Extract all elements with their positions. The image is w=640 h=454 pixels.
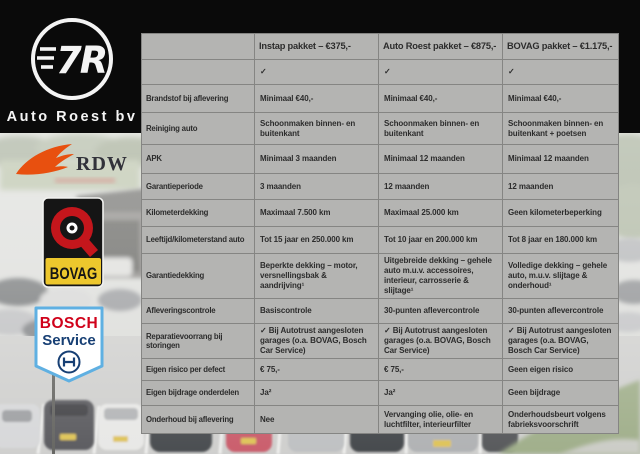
table-row [142,359,619,381]
cell-value: Tot 10 jaar en 200.000 km [379,227,503,254]
cell-value: Ja² [379,381,503,406]
cell-value: Minimaal €40,- [503,85,619,113]
cell-value: ✓ Bij Autotrust aangesloten garages (o.a. BOVAG, Bosch Car Service) [379,324,503,359]
table-row [142,85,619,113]
cell-value: Minimaal 12 maanden [379,145,503,174]
row-label: Afleveringscontrole [142,299,255,324]
table-row [142,381,619,406]
cell-value: 12 maanden [379,174,503,200]
cell-value: 30-punten aflevercontrole [503,299,619,324]
auto-roest-logo [0,16,144,104]
cell-value: Tot 15 jaar en 250.000 km [255,227,379,254]
cell-value: ✓ [255,60,379,85]
table-row [142,145,619,174]
table-row [142,60,619,85]
row-label: Eigen bijdrage onderdelen [142,381,255,406]
bosch-armature-icon [59,352,80,373]
cell-value: Beperkte dekking – motor, versnellingsbak & aandrijving¹ [255,254,379,299]
brand-monogram: 7R [56,39,107,82]
cell-value: € 75,- [379,359,503,381]
logo-column [0,0,144,454]
cell-value: Onderhoudsbeurt volgens fabrieksvoorschrift [503,406,619,434]
bovag-wordmark: BOVAG [49,264,98,284]
row-label: Onderhoud bij aflevering [142,406,255,434]
cell-value: 12 maanden [503,174,619,200]
cell-value: ✓ Bij Autotrust aangesloten garages (o.a. BOVAG, Bosch Car Service) [255,324,379,359]
row-label: Eigen risico per defect [142,359,255,381]
bosch-service-logo [32,305,106,385]
bovag-logo [42,197,105,289]
cell-value: 30-punten aflevercontrole [379,299,503,324]
cell-value: ✓ [379,60,503,85]
cell-value: Minimaal €40,- [255,85,379,113]
package-comparison-table [141,33,619,434]
cell-value: Tot 8 jaar en 180.000 km [503,227,619,254]
row-label: Kilometerdekking [142,200,255,227]
column-header-bovag: BOVAG pakket – €1.175,- [503,34,619,60]
cell-value: Nee [255,406,379,434]
cell-value: ✓ Bij Autotrust aangesloten garages (o.a. BOVAG, Bosch Car Service) [503,324,619,359]
cell-value: Vervanging olie, olie- en luchtfilter, interieurfilter [379,406,503,434]
row-label: Brandstof bij aflevering [142,85,255,113]
brand-name: Auto Roest bv [6,109,138,125]
cell-value: € 75,- [255,359,379,381]
table-row [142,174,619,200]
cell-value: Maximaal 25.000 km [379,200,503,227]
table-row [142,299,619,324]
row-label: Leeftijd/kilometerstand auto [142,227,255,254]
cell-value: Geen eigen risico [503,359,619,381]
cell-value: Geen bijdrage [503,381,619,406]
bosch-wordmark: BOSCH [39,315,99,332]
table-header-row [142,34,619,60]
cell-value: ✓ [503,60,619,85]
cell-value: Schoonmaken binnen- en buitenkant [255,113,379,145]
cell-value: Ja² [255,381,379,406]
table-row [142,254,619,299]
cell-value: 3 maanden [255,174,379,200]
row-label: Garantiedekking [142,254,255,299]
cell-value: Maximaal 7.500 km [255,200,379,227]
row-label: Reparatievoorrang bij storingen [142,324,255,359]
table-row [142,406,619,434]
cell-value: Schoonmaken binnen- en buitenkant [379,113,503,145]
row-label: Reiniging auto [142,113,255,145]
row-label: APK [142,145,255,174]
cell-value: Geen kilometerbeperking [503,200,619,227]
cell-value: Uitgebreide dekking – gehele auto m.u.v. accessoires, interieur, carrosserie & slijtage¹ [379,254,503,299]
table-row [142,200,619,227]
rdw-wing [16,144,74,175]
cell-value: Minimaal €40,- [379,85,503,113]
table-row [142,324,619,359]
cell-value: Basiscontrole [255,299,379,324]
cell-value: Volledige dekking – gehele auto, m.u.v. slijtage & onderhoud¹ [503,254,619,299]
corner-cell [142,34,255,60]
table-row [142,227,619,254]
row-label [142,60,255,85]
monogram-speed-lines [37,49,56,67]
cell-value: Minimaal 12 maanden [503,145,619,174]
bosch-service-wordmark: Service [42,332,96,349]
rdw-wordmark: RDW [76,153,128,175]
table-row [142,113,619,145]
cell-value: Minimaal 3 maanden [255,145,379,174]
row-label: Garantieperiode [142,174,255,200]
column-header-auto-roest: Auto Roest pakket – €875,- [379,34,503,60]
column-header-instap: Instap pakket – €375,- [255,34,379,60]
rdw-logo [8,138,132,186]
cell-value: Schoonmaken binnen- en buitenkant + poetsen [503,113,619,145]
